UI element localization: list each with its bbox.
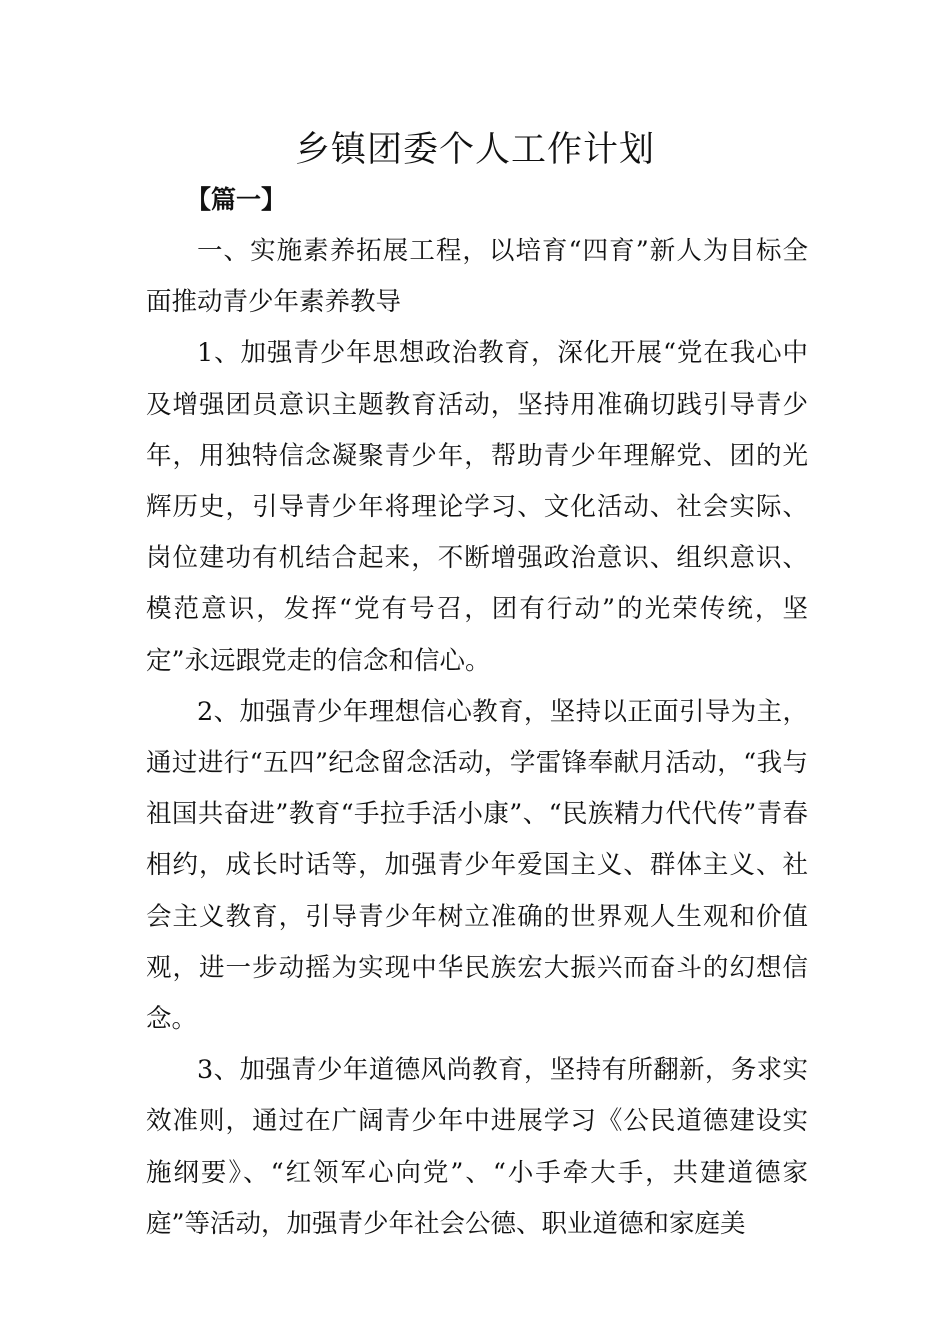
document-title: 乡镇团委个人工作计划 bbox=[294, 130, 655, 170]
paragraph-4: 3、加强青少年道德风尚教育，坚持有所翻新，务求实效准则，通过在广阔青少年中进展学习《公民道德建设实施纲要》、“红领军心向党”、“小手牵大手，共建道德家庭”等活动，加强青少年社会公德、职业道德和家庭美 bbox=[146, 1055, 808, 1239]
section-heading: 【篇一】 bbox=[186, 185, 287, 214]
paragraph-2: 1、加强青少年思想政治教育，深化开展“党在我心中及增强团员意识主题教育活动，坚持用准确切践引导青少年，用独特信念凝聚青少年，帮助青少年理解党、团的光辉历史，引导青少年将理论学习、文化活动、社会实际、岗位建功有机结合起来，不断增强政治意识、组织意识、模范意识，发挥“党有号召，团有行动”的光荣传统，坚定”永远跟党走的信念和信心。 bbox=[146, 338, 808, 676]
paragraph-1: 一、实施素养拓展工程，以培育“四育”新人为目标全面推动青少年素养教导 bbox=[146, 236, 808, 318]
document-body bbox=[146, 226, 808, 1250]
paragraph-3: 2、加强青少年理想信心教育，坚持以正面引导为主，通过进行“五四”纪念留念活动，学雷锋奉献月活动，“我与祖国共奋进”教育“手拉手活小康”、“民族精力代代传”青春相约，成长时话等，加强青少年爱国主义、群体主义、社会主义教育，引导青少年树立准确的世界观人生观和价值观，进一步动摇为实现中华民族宏大振兴而奋斗的幻想信念。 bbox=[146, 696, 808, 1035]
